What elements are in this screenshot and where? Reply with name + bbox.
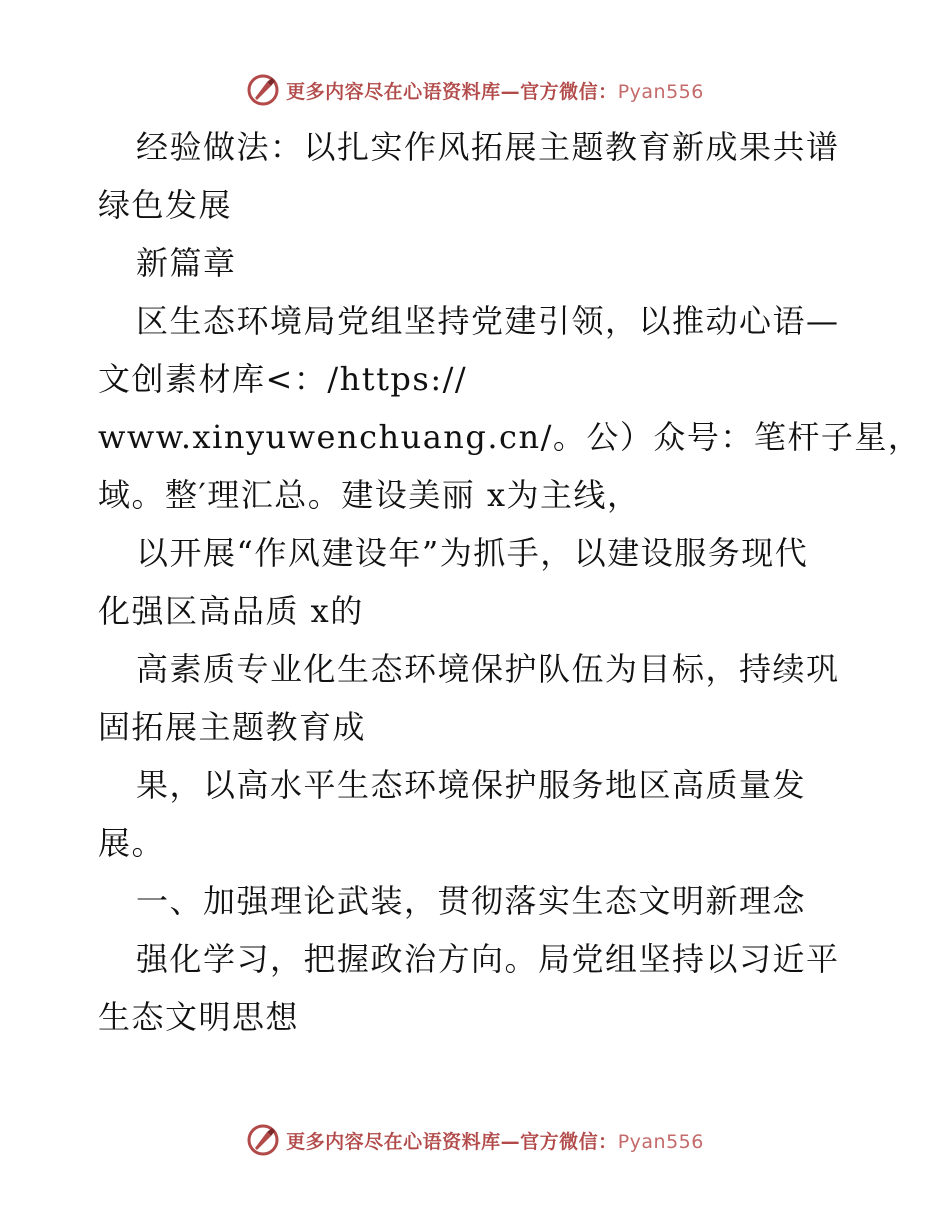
- banner-label: 官方微信：: [520, 1130, 618, 1153]
- doc-paragraph-line: 文创素材库<：/https://: [98, 360, 468, 398]
- header-watermark-banner: [0, 70, 950, 110]
- banner-slogan: 更多内容尽在心语资料库: [286, 1130, 501, 1153]
- doc-paragraph-line: 区生态环境局党组坚持党建引领，以推动心语—: [136, 302, 840, 340]
- doc-paragraph-line: 固拓展主题教育成: [98, 708, 367, 746]
- doc-paragraph-line: 生态文明思想: [98, 998, 300, 1036]
- pen-nib-logo-icon: [246, 1123, 280, 1157]
- doc-paragraph-line: 果，以高水平生态环境保护服务地区高质量发: [136, 766, 807, 804]
- doc-title-line-3: 新篇章: [136, 244, 237, 282]
- banner-dash: —: [500, 1130, 521, 1153]
- doc-title-line-1: 经验做法：以扎实作风拓展主题教育新成果共谱: [136, 128, 840, 166]
- doc-paragraph-line: 以开展“作风建设年”为抓手，以建设服务现代: [136, 534, 809, 572]
- banner-dash: —: [500, 80, 521, 103]
- footer-watermark-banner: [0, 1120, 950, 1160]
- doc-paragraph-line: www.xinyuwenchuang.cn/。公）众号：笔杆子星，: [98, 418, 922, 456]
- banner-label: 官方微信：: [520, 80, 618, 103]
- banner-slogan: 更多内容尽在心语资料库: [286, 80, 501, 103]
- footer-banner-text: [286, 1127, 704, 1154]
- doc-title-line-2: 绿色发展: [98, 186, 233, 224]
- doc-paragraph-line: 高素质专业化生态环境保护队伍为目标，持续巩: [136, 650, 840, 688]
- document-body: [98, 118, 922, 1046]
- doc-paragraph-line: 强化学习，把握政治方向。局党组坚持以习近平: [136, 940, 840, 978]
- header-banner-text: [286, 77, 704, 104]
- doc-paragraph-line: 展。: [98, 824, 166, 862]
- doc-section-heading: 一、加强理论武装，贯彻落实生态文明新理念: [136, 882, 807, 920]
- banner-account: Pyan556: [617, 80, 704, 103]
- pen-nib-logo-icon: [246, 73, 280, 107]
- banner-account: Pyan556: [617, 1130, 704, 1153]
- doc-paragraph-line: 化强区高品质 x的: [98, 592, 364, 630]
- doc-paragraph-line: 域。整′理汇总。建设美丽 x为主线，: [98, 476, 641, 514]
